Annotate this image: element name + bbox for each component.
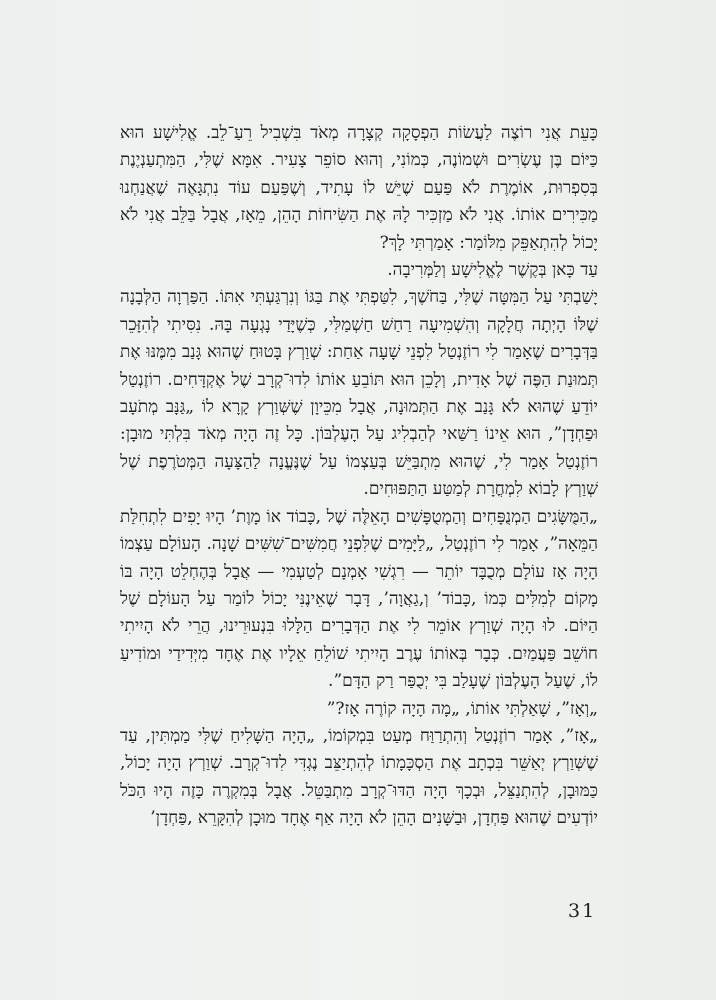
paragraph: עַד כָּאן בְּקֶשֶׁר לֶאֱלִישָׁע וְלַמְּרִיבָה. xyxy=(387,260,598,281)
page-number: 31 xyxy=(568,900,597,922)
paragraph: „הַמֻּשָּׂגִים הַמְנֻפָּחִים וְהַמְטֻפָּשִׁים הָאֵלֶּה שֶׁל ‚כָּבוֹד אוֹ מָוֶת’ הָיוּ יָפִים לִתְחִלַּת הַמֵּאָה”, אָמַר לִי רוֹזֶנְטַל, „לַיָּמִים שֶׁלִּפְנֵי חֲמִשִּׁים־שִׁשִּׁים שָׁנָה. הָעוֹלָם עַצְמוֹ הָיָה אָז עוֹלָם מְכֻבָּד יוֹתֵר — רִגְשִׁי אָמְנָם לְטַעְמִי — אֲבָל בְּהֶחְלֵט הָיָה בּוֹ מָקוֹם לְמִלִּים כְּמוֹ ‚כָּבוֹד’ וְ‚גַאֲוָה’, דָּבָר שֶׁאֵינֶנִּי יָכוֹל לוֹמַר עַל הָעוֹלָם שֶׁל הַיּוֹם. לוּ הָיָה שְׁוַרְץ אוֹמֵר לִי אֶת הַדְּבָרִים הַלָּלוּ בִּנְעוּרֵינוּ, הֲרֵי לֹא הָיִיתִי חוֹשֵׁב פַּעֲמַיִם. כְּבָר בְּאוֹתוֹ עֶרֶב הָיִיתִי שׁוֹלֵחַ אֵלָיו אֶת אֶחָד מִיְּדִידַי וּמוֹדִיעַ לוֹ, שֶׁעַל הָעֶלְבּוֹן שֶׁעָלַב בִּי יְכֻפַּר רַק הַדָּם”. xyxy=(120,506,598,692)
body-text xyxy=(120,120,598,833)
paragraph: כָּעֵת אֲנִי רוֹצֶה לַעֲשׂוֹת הַפְסָקָה קְצָרָה מְאֹד בִּשְׁבִיל רֵעַ־לֵב. אֱלִישָׁע הוּא כַּיּוֹם בֶּן עֶשְׂרִים וּשְׁמוֹנֶה, כְּמוֹנִי, וְהוּא סוֹפֵר צָעִיר. אִמָּא שֶׁלִּי, הַמִּתְעַנְיֶנֶת בְּסִפְרוּת, אוֹמֶרֶת לֹא פַּעַם שֶׁיֵּשׁ לוֹ עָתִיד, וְשֶׁפַּעַם עוֹד נִתְגָּאֶה שֶׁאֲנַחְנוּ מַכִּירִים אוֹתוֹ. אֲנִי לֹא מַזְכִּיר לָהּ אֶת הַשִּׂיחוֹת הָהֵן, מֵאָז, אֲבָל בַּלֵּב אֲנִי לֹא יָכוֹל לְהִתְאַפֵּק מִלּוֹמַר: אָמַרְתִּי לָךְ? xyxy=(120,123,598,253)
paragraph: „וְאָז”, שָׁאַלְתִּי אוֹתוֹ, „מָה הָיָה קוֹרֶה אָז?” xyxy=(326,698,598,719)
paragraph: „אָז”, אָמַר רוֹזֶנְטַל וְהִתְרַוַּח מְעַט בִּמְקוֹמוֹ, „הָיָה הַשָּׁלִיחַ שֶׁלִּי מַמְתִּין, עַד שֶׁשְּׁוַרְץ יְאַשֵּׁר בִּכְתָב אֶת הַסְכָּמָתוֹ לְהִתְיַצֵּב נֶגְדִּי לִדוּ־קְרָב. שְׁוַרְץ הָיָה יָכוֹל, כַּמּוּבָן, לְהִתְנַצֵּל, וּבְכָךְ הָיָה הַדּוּ־קְרָב מִתְבַּטֵּל. אֲבָל בְּמִקְרֶה כָּזֶה הָיוּ הַכֹּל יוֹדְעִים שֶׁהוּא פַּחְדָן, וּבַשָּׁנִים הָהֵן לֹא הָיָה אַף אֶחָד מוּכָן לְהִקָּרֵא ‚פַּחְדָן’ xyxy=(120,725,598,829)
paragraph: יָשַׁבְתִּי עַל הַמִּטָּה שֶׁלִּי, בַּחֹשֶׁךְ, לִטַּפְתִּי אֶת בַּגּוֹ וְנִרְגַּעְתִּי אִתּוֹ. הַפַּרְוָה הַלְּבָנָה שֶׁלּוֹ הָיְתָה חֲלָקָה וְהִשְׁמִיעָה רַחַשׁ חַשְׁמַלִּי, כְּשֶׁיָּדַי נָגְעָה בָּהּ. נִסִּיתִי לְהִזָּכֵר בַּדְּבָרִים שֶׁאָמַר לִי רוֹזֶנְטַל לִפְנֵי שָׁעָה אַחַת: שְׁוַרְץ בָּטוּחַ שֶׁהוּא גָּנַב מִמֶּנּוּ אֶת תְּמוּנַת הַפֶּה שֶׁל אָדִית, וְלָכֵן הוּא תּוֹבֵעַ אוֹתוֹ לִדוּ־קְרָב שֶׁל אֶקְדָּחִים. רוֹזֶנְטַל יוֹדֵעַ שֶׁהוּא לֹא גָּנַב אֶת הַתְּמוּנָה, אֲבָל מִכֵּיוָן שֶׁשְּׁוַרְץ קָרָא לוֹ „גַּנָּב מְתֹעָב וּפַחְדָן”, הוּא אֵינוֹ רַשַּׁאי לְהַבְלִיג עַל הָעֶלְבּוֹן. כָּל זֶה הָיָה מְאֹד בִּלְתִּי מוּבָן: רוֹזֶנְטַל אָמַר לִי, שֶׁהוּא מִתְבַּיֵּשׁ בְּעַצְמוֹ עַל שֶׁנֶּעֱנָה לַהַצָּעָה הַמְּטֹרֶפֶת שֶׁל שְׁוַרְץ לָבוֹא לִמְחֳרָת לְמַטַּע הַתַּפּוּחִים. xyxy=(120,287,598,500)
